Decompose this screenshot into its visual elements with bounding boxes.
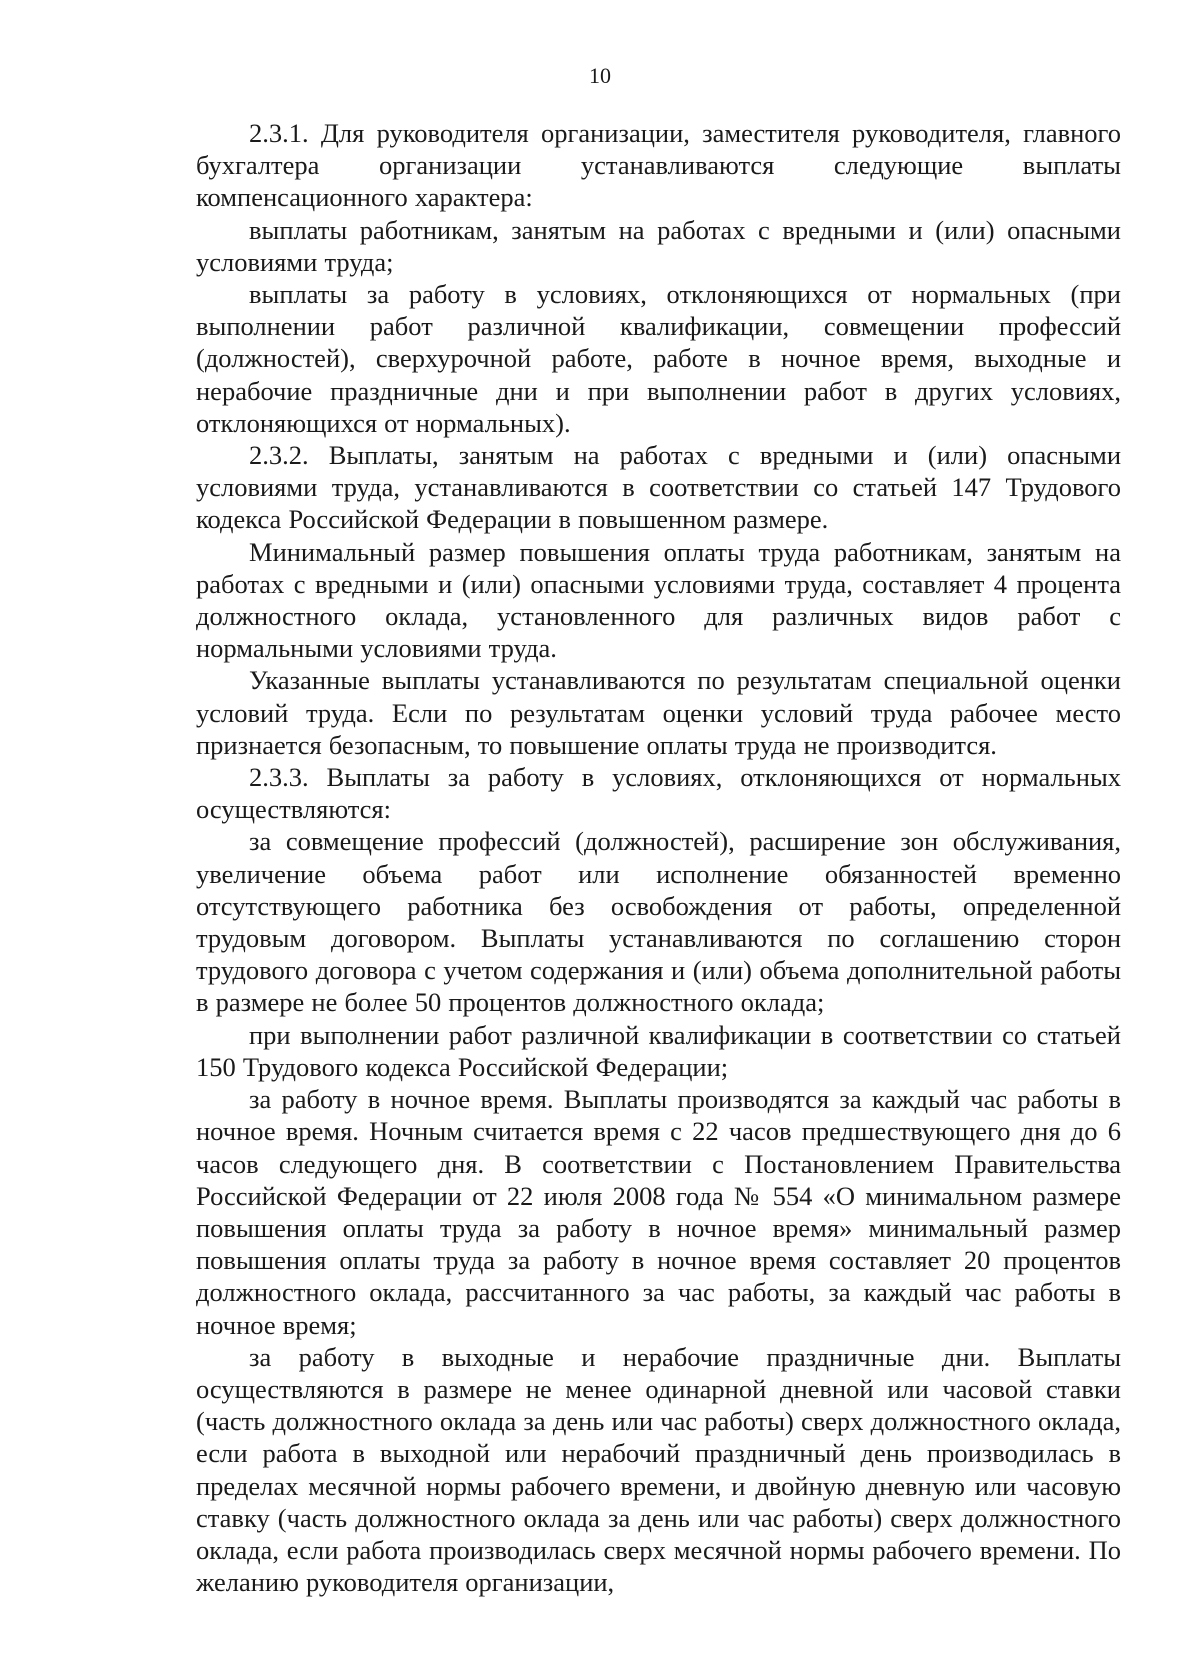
page-body (196, 117, 1121, 1598)
page-number: 10 (589, 63, 611, 88)
paragraph-combining-professions: за совмещение профессий (должностей), расширение зон обслуживания, увеличение объема работ или исполнение обязанностей временно отсутствующего работника без освобождения от работы, определенной трудовым договором. Выплаты устанавливаются по соглашению сторон трудового договора с учетом содержания и (или) объема дополнительной работы в размере не более 50 процентов должностного оклада; (196, 826, 1121, 1018)
paragraph-2-3-2: 2.3.2. Выплаты, занятым на работах с вредными и (или) опасными условиями труда, устанавливаются в соответствии со статьей 147 Трудового кодекса Российской Федерации в повышенном размере. (196, 440, 1121, 535)
paragraph-different-qualification: при выполнении работ различной квалификации в соответствии со статьей 150 Трудового кодекса Российской Федерации; (196, 1019, 1121, 1082)
paragraph-2-3-1: 2.3.1. Для руководителя организации, заместителя руководителя, главного бухгалтера организации устанавливаются следующие выплаты компенсационного характера: (196, 118, 1121, 213)
paragraph-2-3-3: 2.3.3. Выплаты за работу в условиях, отклоняющихся от нормальных осуществляются: (196, 762, 1121, 825)
paragraph-minimum-increase: Минимальный размер повышения оплаты труда работникам, занятым на работах с вредными и (или) опасными условиями труда, составляет 4 процента должностного оклада, установленного для различных видов работ с нормальными условиями труда. (196, 536, 1121, 664)
paragraph-weekend-work: за работу в выходные и нерабочие праздничные дни. Выплаты осуществляются в размере не менее одинарной дневной или часовой ставки (часть должностного оклада за день или час работы) сверх должностного оклада, если работа в выходной или нерабочий праздничный день производилась в пределах месячной нормы рабочего времени, и двойную дневную или часовую ставку (часть должностного оклада за день или час работы) сверх должностного оклада, если работа производилась сверх месячной нормы рабочего времени. По желанию руководителя организации, (196, 1341, 1121, 1598)
paragraph-harmful-conditions-payments: выплаты работникам, занятым на работах с вредными и (или) опасными условиями труда; (196, 214, 1121, 277)
paragraph-special-assessment: Указанные выплаты устанавливаются по результатам специальной оценки условий труда. Если по результатам оценки условий труда рабочее место признается безопасным, то повышение оплаты труда не производится. (196, 665, 1121, 760)
paragraph-deviating-conditions-payments: выплаты за работу в условиях, отклоняющихся от нормальных (при выполнении работ различной квалификации, совмещении профессий (должностей), сверхурочной работе, работе в ночное время, выходные и нерабочие праздничные дни и при выполнении работ в других условиях, отклоняющихся от нормальных). (196, 279, 1121, 438)
paragraph-night-work: за работу в ночное время. Выплаты производятся за каждый час работы в ночное время. Ночным считается время с 22 часов предшествующего дня до 6 часов следующего дня. В соответствии с Постановлением Правительства Российской Федерации от 22 июля 2008 года № 554 «О минимальном размере повышения оплаты труда за работу в ночное время» минимальный размер повышения оплаты труда за работу в ночное время составляет 20 процентов должностного оклада, рассчитанного за час работы, за каждый час работы в ночное время; (196, 1084, 1121, 1340)
